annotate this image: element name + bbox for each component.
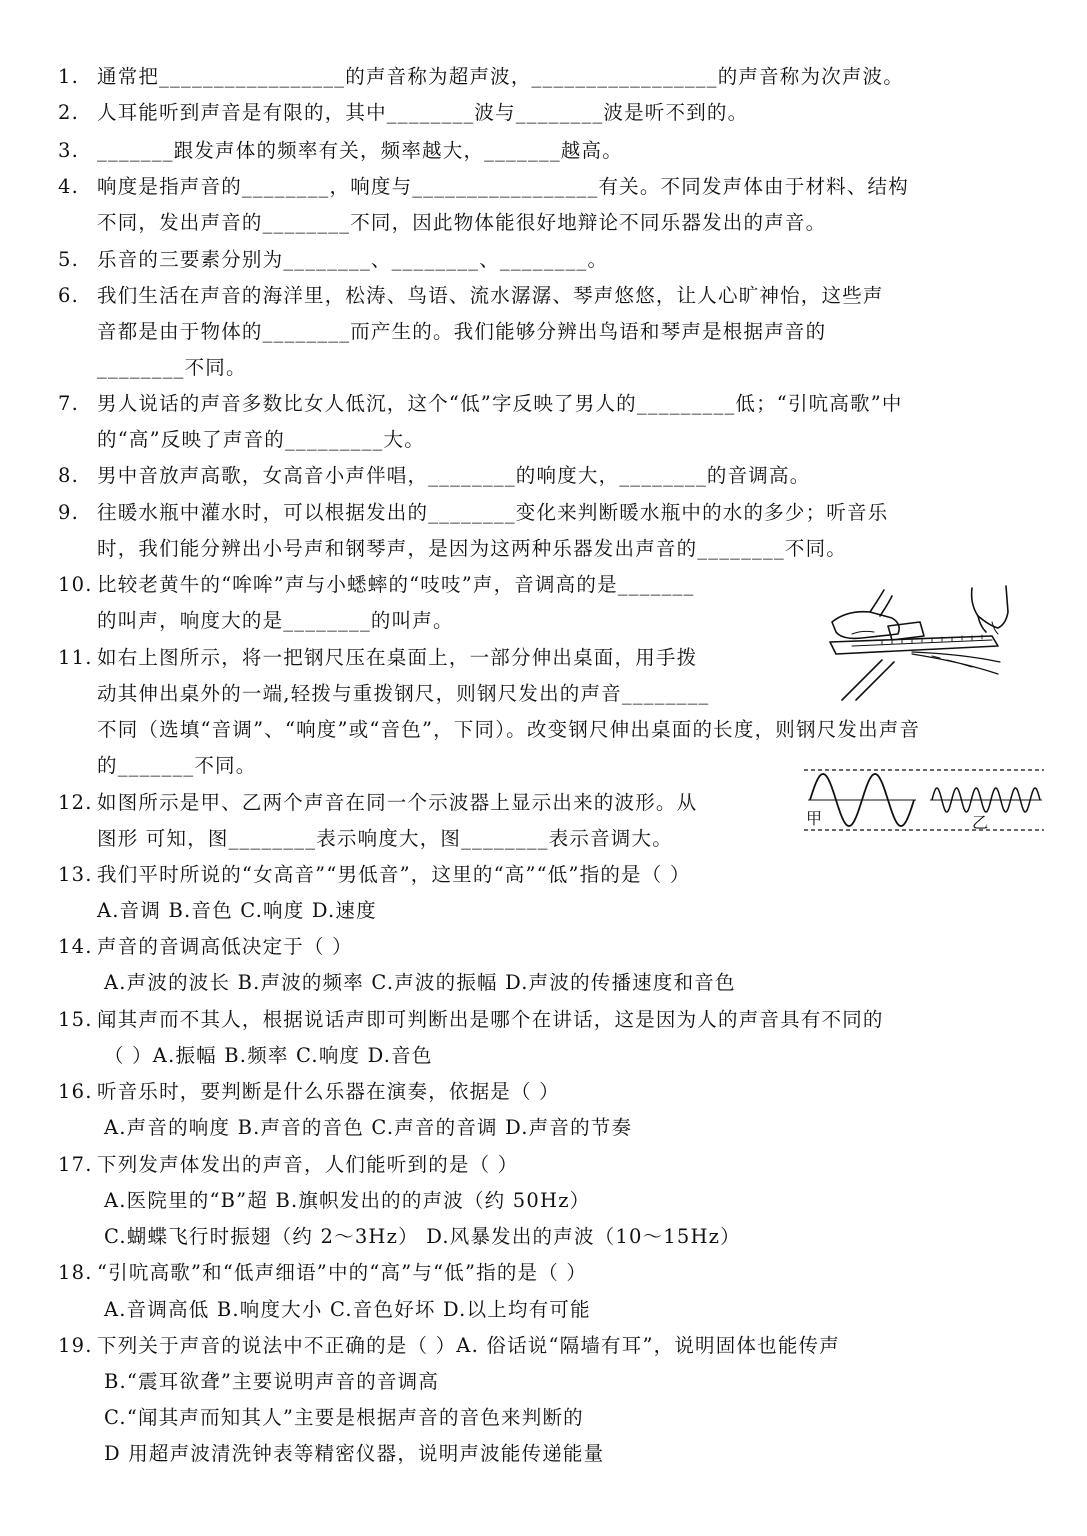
question-1-line-1: 1. 通常把_________________的声音称为超声波，_________________的声音称为次声波。 <box>58 65 905 88</box>
question-7-line-1: 7. 男人说话的声音多数比女人低沉，这个“低”字反映了男人的_________低；“引吭高歌”中 <box>58 392 903 415</box>
question-15-options: （ ）A.振幅 B.频率 C.响度 D.音色 <box>104 1044 433 1067</box>
question-10-line-1: 10. 比较老黄牛的“哞哞”声与小蟋蟀的“吱吱”声，音调高的是_______ <box>58 573 695 596</box>
question-12-line-2: 图形 可知，图________表示响度大，图________表示音调大。 <box>97 827 673 850</box>
question-6-line-2: 音都是由于物体的________而产生的。我们能够分辨出鸟语和琴声是根据声音的 <box>97 320 827 343</box>
question-11-line-4: 的_______不同。 <box>97 754 257 777</box>
question-9-line-2: 时，我们能分辨出小号声和钢琴声，是因为这两种乐器发出声音的________不同。 <box>97 537 848 560</box>
question-19-stem: 19. 下列关于声音的说法中不正确的是（ ）A. 俗话说“隔墙有耳”，说明固体也能传声 <box>58 1334 840 1357</box>
question-15-stem: 15. 闻其声而不其人，根据说话声即可判断出是哪个在讲话，这是因为人的声音具有不同的 <box>58 1008 884 1031</box>
question-17-stem: 17. 下列发声体发出的声音，人们能听到的是（ ） <box>58 1153 519 1176</box>
question-4-line-1: 4. 响度是指声音的________，响度与_________________有关。不同发声体由于材料、结构 <box>58 175 909 198</box>
question-14-options: A.声波的波长 B.声波的频率 C.声波的振幅 D.声波的传播速度和音色 <box>104 971 736 994</box>
question-17-options-ab: A.医院里的“B”超 B.旗帜发出的的声波（约 50Hz） <box>104 1189 591 1212</box>
question-16-stem: 16. 听音乐时，要判断是什么乐器在演奏，依据是（ ） <box>58 1080 560 1103</box>
question-19-option-b: B.“震耳欲聋”主要说明声音的音调高 <box>104 1370 440 1393</box>
question-6-line-1: 6. 我们生活在声音的海洋里，松涛、鸟语、流水潺潺、琴声悠悠，让人心旷神怡，这些声 <box>58 284 884 307</box>
question-10-line-2: 的叫声，响度大的是________的叫声。 <box>97 609 454 632</box>
question-7-line-2: 的“高”反映了声音的_________大。 <box>97 428 425 451</box>
question-13-options: A.音调 B.音色 C.响度 D.速度 <box>97 899 377 922</box>
question-18-stem: 18. “引吭高歌”和“低声细语”中的“高”与“低”指的是（ ） <box>58 1261 588 1284</box>
waveform-figure <box>796 766 1048 838</box>
question-16-options: A.声音的响度 B.声音的音色 C.声音的音调 D.声音的节奏 <box>104 1116 633 1139</box>
question-8-line-1: 8. 男中音放声高歌，女高音小声伴唱，________的响度大，________的音调高。 <box>58 464 811 487</box>
question-6-line-3: ________不同。 <box>97 356 247 379</box>
question-11-line-3: 不同（选填“音调”、“响度”或“音色”，下同）。改变钢尺伸出桌面的长度，则钢尺发出声音 <box>97 718 921 741</box>
question-5-line-1: 5. 乐音的三要素分别为________、________、________。 <box>58 248 609 271</box>
question-2-line-1: 2. 人耳能听到声音是有限的，其中________波与________波是听不到的。 <box>58 101 749 124</box>
question-11-line-2: 动其伸出桌外的一端,轻拨与重拨钢尺，则钢尺发出的声音________ <box>97 682 710 705</box>
question-14-stem: 14. 声音的音调高低决定于（ ） <box>58 935 353 958</box>
question-3-line-1: 3. _______跟发声体的频率有关，频率越大，_______越高。 <box>58 139 623 162</box>
label-jia: 甲 <box>806 809 823 828</box>
question-19-option-d: D 用超声波清洗钟表等精密仪器，说明声波能传递能量 <box>104 1442 605 1465</box>
question-17-options-cd: C.蝴蝶飞行时振翅（约 2～3Hz） D.风暴发出的声波（10～15Hz） <box>104 1225 741 1248</box>
question-18-options: A.音调高低 B.响度大小 C.音色好坏 D.以上均有可能 <box>104 1298 591 1321</box>
question-9-line-1: 9. 往暖水瓶中灌水时，可以根据发出的________变化来判断暖水瓶中的水的多少；听音乐 <box>58 501 889 524</box>
question-13-stem: 13. 我们平时所说的“女高音”“男低音”，这里的“高”“低”指的是（ ） <box>58 863 691 886</box>
label-yi: 乙 <box>972 813 989 832</box>
ruler-on-desk-figure <box>822 582 1022 702</box>
question-19-option-c: C.“闻其声而知其人”主要是根据声音的音色来判断的 <box>104 1406 584 1429</box>
question-11-line-1: 11. 如右上图所示，将一把钢尺压在桌面上，一部分伸出桌面，用手拨 <box>58 646 698 669</box>
question-12-line-1: 12. 如图所示是甲、乙两个声音在同一个示波器上显示出来的波形。从 <box>58 791 698 814</box>
question-4-line-2: 不同，发出声音的________不同，因此物体能很好地辩论不同乐器发出的声音。 <box>97 211 827 234</box>
